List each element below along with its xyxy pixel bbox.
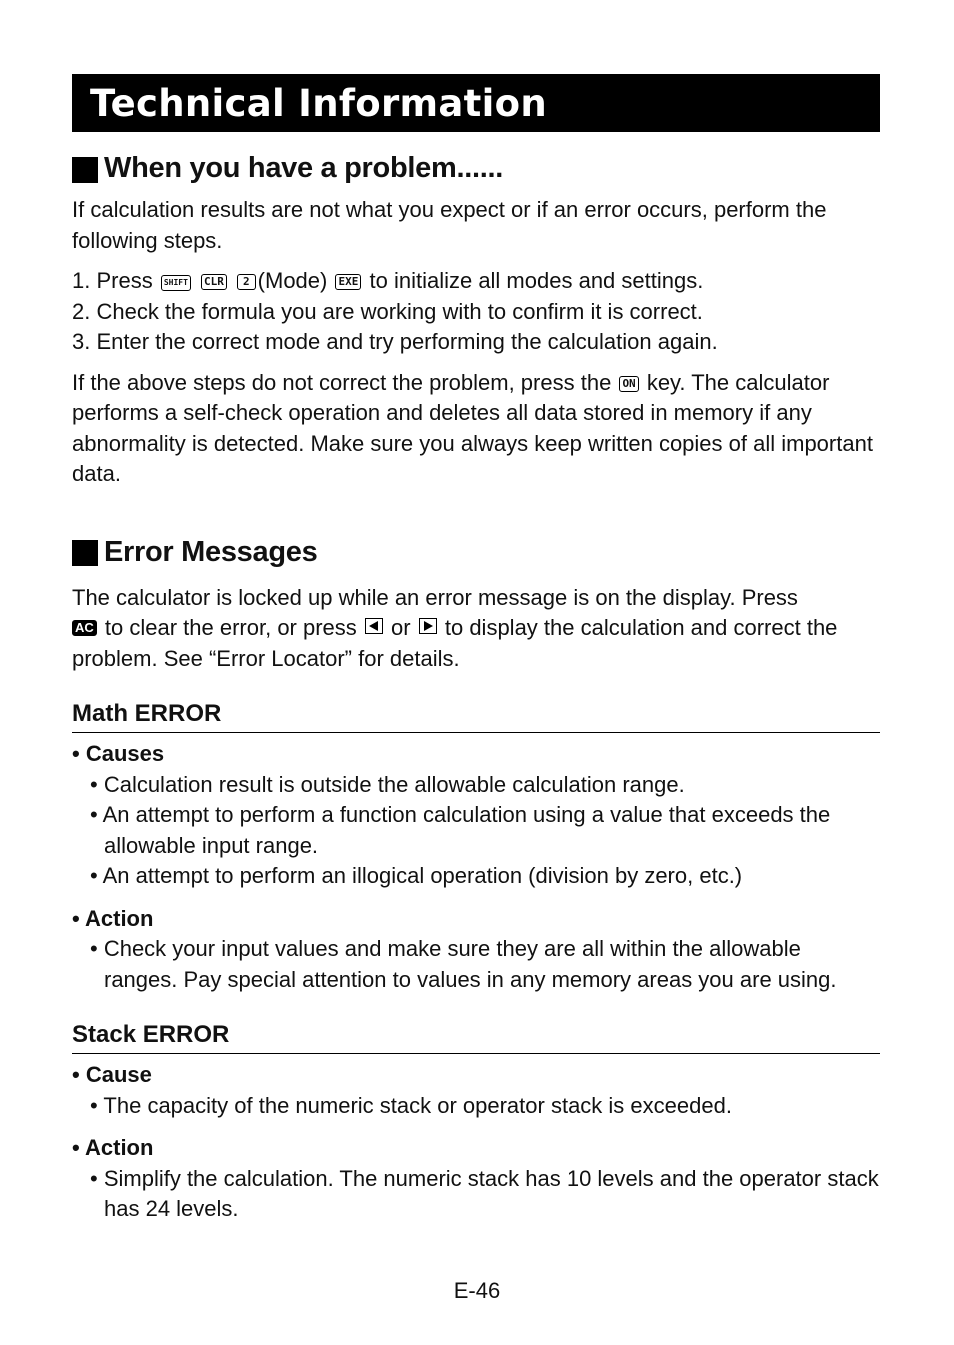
problem-intro: If calculation results are not what you expect or if an error occurs, perform the following steps. bbox=[72, 197, 827, 253]
stack-causes-list bbox=[72, 1091, 880, 1122]
left-arrow-key-icon bbox=[365, 618, 383, 634]
stack-action-label: • Action bbox=[72, 1135, 154, 1160]
math-causes-label: • Causes bbox=[72, 741, 165, 766]
list-item: • The capacity of the numeric stack or operator stack is exceeded. bbox=[90, 1092, 732, 1118]
math-action-label: • Action bbox=[72, 905, 154, 931]
math-causes-list bbox=[72, 770, 880, 892]
problem-heading-text: When you have a problem...... bbox=[104, 152, 503, 184]
step-2: 2. Check the formula you are working with to confirm it is correct. bbox=[72, 298, 703, 324]
two-key-icon: 2 bbox=[237, 274, 256, 290]
list-item: • An attempt to perform a function calculation using a value that exceeds the allowable input range. bbox=[90, 802, 831, 858]
stack-error-heading: Stack ERROR bbox=[72, 1021, 880, 1054]
stack-cause-label: • Cause bbox=[72, 1062, 152, 1087]
errors-intro: The calculator is locked up while an error message is on the display. Press AC to clear the error, or press or to display the calculation and correct the problem. See “Error Locator” for details. bbox=[72, 584, 838, 671]
page-content bbox=[72, 74, 880, 1225]
problem-followup: If the above steps do not correct the problem, press the ON key. The calculator performs a self-check operation and deletes all data stored in memory if any abnormality is detected. Make sure you always keep written copies of all important data. bbox=[72, 369, 873, 486]
ac-key-icon: AC bbox=[72, 620, 97, 636]
step-3: 3. Enter the correct mode and try performing the calculation again. bbox=[72, 329, 718, 354]
on-key-icon: ON bbox=[619, 376, 638, 392]
list-item: • Calculation result is outside the allowable calculation range. bbox=[90, 771, 685, 797]
errors-heading-text: Error Messages bbox=[104, 535, 318, 568]
steps-list bbox=[72, 266, 880, 358]
list-item: • An attempt to perform an illogical operation (division by zero, etc.) bbox=[90, 863, 743, 888]
clr-key-icon: CLR bbox=[201, 274, 227, 290]
exe-key-icon: EXE bbox=[335, 274, 361, 290]
page-title: Technical Information bbox=[90, 81, 548, 125]
math-actions-list bbox=[72, 934, 880, 995]
square-bullet-icon bbox=[72, 157, 98, 183]
list-item: • Simplify the calculation. The numeric stack has 10 levels and the operator stack has 24 levels. bbox=[90, 1165, 879, 1221]
problem-heading bbox=[72, 152, 880, 185]
list-item: • Check your input values and make sure they are all within the allowable ranges. Pay special attention to values in any memory areas you are using. bbox=[90, 936, 837, 992]
step-1: 1. Press SHIFT CLR 2 (Mode) EXE to initialize all modes and settings. bbox=[72, 268, 704, 293]
stack-actions-list bbox=[72, 1164, 880, 1225]
page-number: E-46 bbox=[453, 1278, 501, 1303]
errors-heading bbox=[72, 536, 880, 569]
math-error-heading: Math ERROR bbox=[72, 700, 880, 733]
right-arrow-key-icon bbox=[419, 618, 437, 634]
shift-key-icon: SHIFT bbox=[161, 275, 191, 291]
square-bullet-icon bbox=[72, 540, 98, 566]
title-bar bbox=[72, 74, 880, 132]
